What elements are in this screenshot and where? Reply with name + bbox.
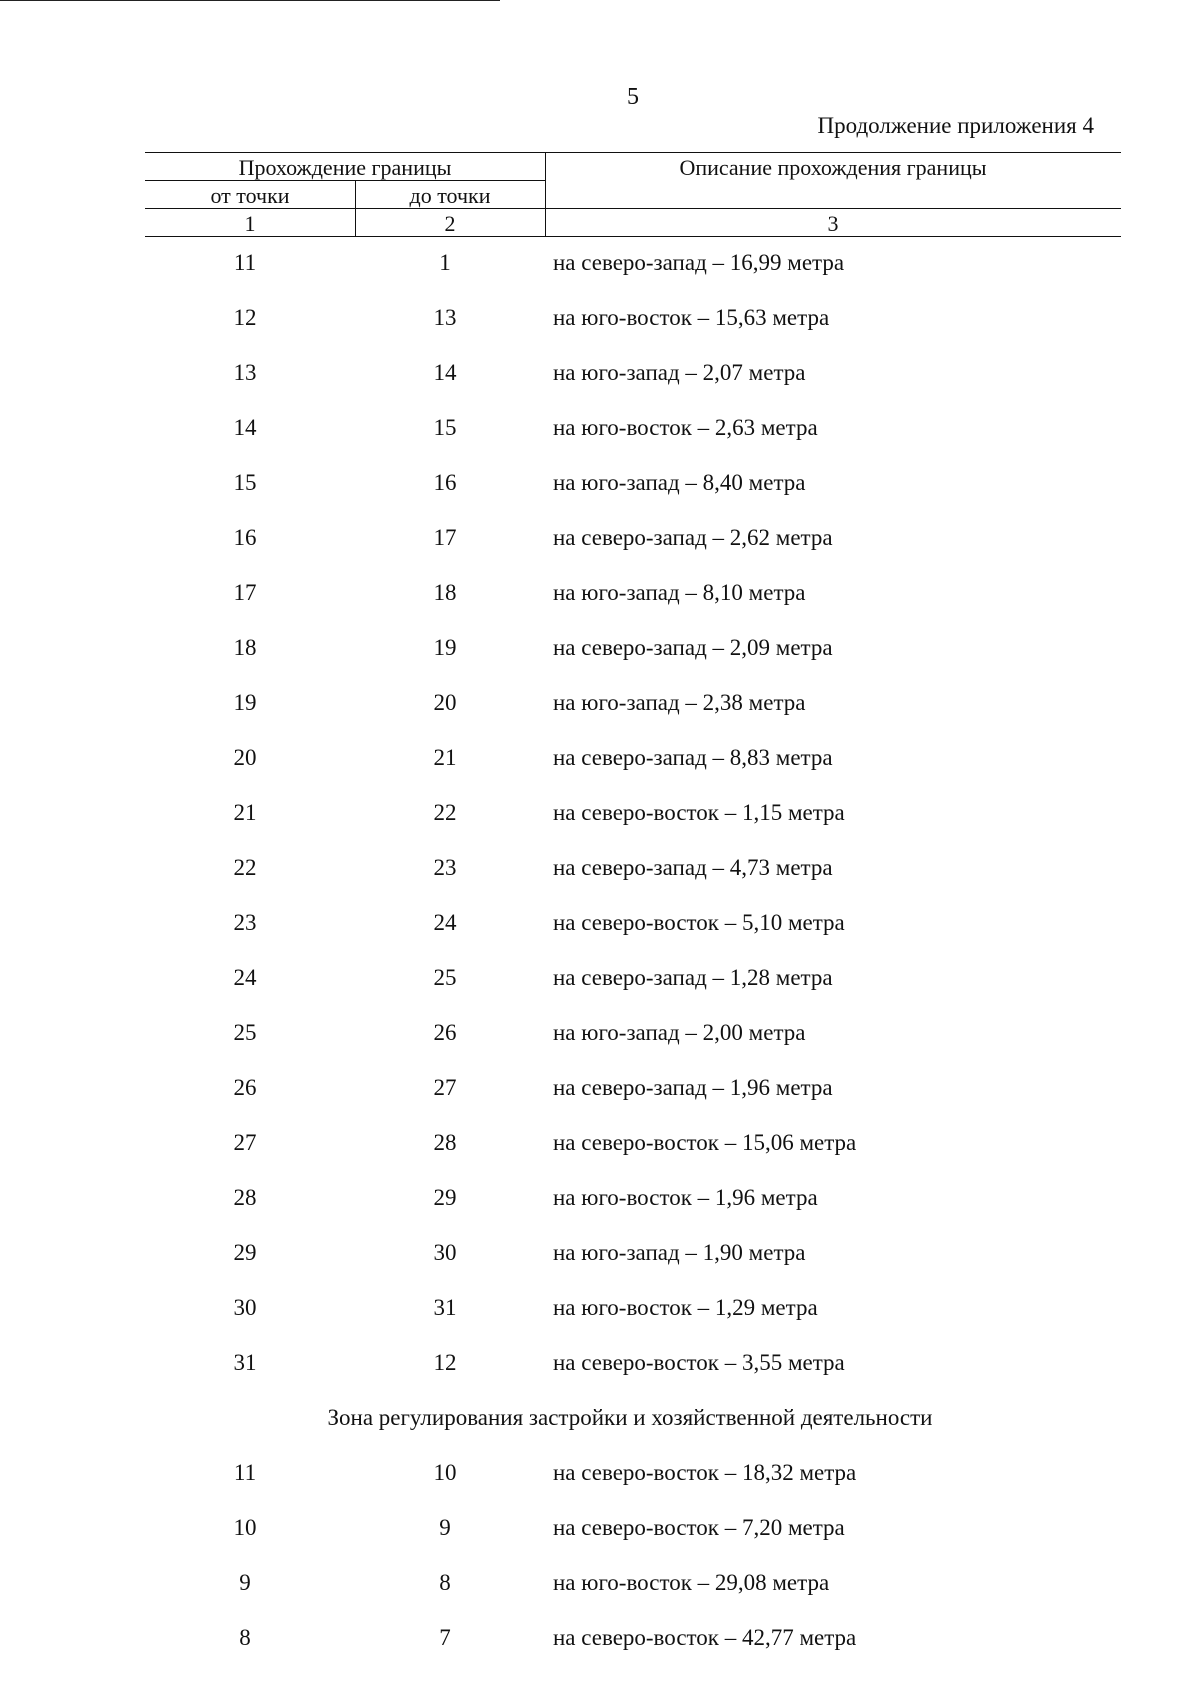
boundary-description: на юго-восток – 1,29 метра <box>553 1295 818 1320</box>
column-number-rule <box>145 236 1121 237</box>
from-point: 24 <box>233 965 257 990</box>
boundary-description: на северо-восток – 5,10 метра <box>553 910 845 935</box>
boundary-description: на юго-запад – 1,90 метра <box>553 1240 806 1265</box>
boundary-description: на северо-запад – 2,62 метра <box>553 525 833 550</box>
table-row <box>0 910 1200 946</box>
from-point: 14 <box>233 415 257 440</box>
from-point: 11 <box>233 1460 257 1485</box>
to-point: 7 <box>439 1625 451 1650</box>
column-number-1: 1 <box>244 211 256 236</box>
from-point: 10 <box>233 1515 257 1540</box>
from-point: 23 <box>233 910 257 935</box>
boundary-description: на юго-восток – 1,96 метра <box>553 1185 818 1210</box>
boundary-description: на северо-восток – 42,77 метра <box>553 1625 857 1650</box>
boundary-description: на северо-запад – 2,09 метра <box>553 635 833 660</box>
boundary-description: на юго-восток – 15,63 метра <box>553 305 830 330</box>
to-point: 20 <box>433 690 457 715</box>
from-point: 28 <box>233 1185 257 1210</box>
to-point: 25 <box>433 965 457 990</box>
column-number-3: 3 <box>827 211 839 236</box>
header-from-point: от точки <box>210 183 290 208</box>
table-row <box>0 250 1200 286</box>
to-point: 26 <box>433 1020 457 1045</box>
from-point: 9 <box>239 1570 251 1595</box>
table-row <box>0 855 1200 891</box>
to-point: 16 <box>433 470 457 495</box>
table-row <box>0 1130 1200 1166</box>
page-number: 5 <box>627 84 639 110</box>
zone-row <box>0 1515 1200 1551</box>
from-point: 29 <box>233 1240 257 1265</box>
boundary-description: на северо-запад – 4,73 метра <box>553 855 833 880</box>
from-point: 15 <box>233 470 257 495</box>
to-point: 18 <box>433 580 457 605</box>
header-group: Прохождение границы <box>238 155 452 180</box>
from-point: 16 <box>233 525 257 550</box>
from-point: 25 <box>233 1020 257 1045</box>
from-point: 20 <box>233 745 257 770</box>
boundary-description: на юго-запад – 2,00 метра <box>553 1020 806 1045</box>
from-point: 31 <box>233 1350 257 1375</box>
from-point: 13 <box>233 360 257 385</box>
from-point: 18 <box>233 635 257 660</box>
zone-row <box>0 1570 1200 1606</box>
to-point: 21 <box>433 745 457 770</box>
to-point: 12 <box>433 1350 457 1375</box>
from-point: 30 <box>233 1295 257 1320</box>
to-point: 31 <box>433 1295 457 1320</box>
to-point: 10 <box>433 1460 457 1485</box>
to-point: 1 <box>439 250 451 275</box>
boundary-description: на юго-восток – 2,63 метра <box>553 415 818 440</box>
from-point: 19 <box>233 690 257 715</box>
to-point: 28 <box>433 1130 457 1155</box>
header-to-point: до точки <box>409 183 491 208</box>
to-point: 23 <box>433 855 457 880</box>
boundary-description: на северо-запад – 1,28 метра <box>553 965 833 990</box>
boundary-description: на северо-восток – 18,32 метра <box>553 1460 857 1485</box>
zone-row <box>0 1460 1200 1496</box>
zone-row <box>0 1625 1200 1661</box>
table-row <box>0 580 1200 616</box>
column-number-2: 2 <box>444 211 456 236</box>
from-point: 11 <box>233 250 257 275</box>
table-row <box>0 965 1200 1001</box>
table-top-rule <box>145 152 1121 153</box>
boundary-description: на северо-восток – 1,15 метра <box>553 800 845 825</box>
table-row <box>0 470 1200 506</box>
from-point: 27 <box>233 1130 257 1155</box>
table-row <box>0 415 1200 451</box>
table-row <box>0 1185 1200 1221</box>
header-group-rule <box>145 180 545 181</box>
to-point: 19 <box>433 635 457 660</box>
to-point: 15 <box>433 415 457 440</box>
to-point: 30 <box>433 1240 457 1265</box>
to-point: 17 <box>433 525 457 550</box>
table-row <box>0 360 1200 396</box>
boundary-description: на юго-запад – 8,40 метра <box>553 470 806 495</box>
boundary-description: на северо-восток – 3,55 метра <box>553 1350 845 1375</box>
boundary-description: на северо-запад – 1,96 метра <box>553 1075 833 1100</box>
to-point: 24 <box>433 910 457 935</box>
to-point: 29 <box>433 1185 457 1210</box>
table-row <box>0 800 1200 836</box>
scan-edge-line <box>0 0 500 1</box>
from-point: 8 <box>239 1625 251 1650</box>
table-row <box>0 635 1200 671</box>
boundary-description: на северо-восток – 15,06 метра <box>553 1130 857 1155</box>
table-row <box>0 1240 1200 1276</box>
table-row <box>0 305 1200 341</box>
header-bottom-rule <box>145 208 1121 209</box>
boundary-description: на юго-запад – 8,10 метра <box>553 580 806 605</box>
to-point: 13 <box>433 305 457 330</box>
to-point: 9 <box>439 1515 451 1540</box>
to-point: 22 <box>433 800 457 825</box>
boundary-description: на северо-запад – 8,83 метра <box>553 745 833 770</box>
boundary-description: на северо-запад – 16,99 метра <box>553 250 845 275</box>
table-row <box>0 1350 1200 1386</box>
from-point: 26 <box>233 1075 257 1100</box>
to-point: 14 <box>433 360 457 385</box>
from-point: 21 <box>233 800 257 825</box>
table-row <box>0 525 1200 561</box>
to-point: 8 <box>439 1570 451 1595</box>
from-point: 12 <box>233 305 257 330</box>
table-row <box>0 690 1200 726</box>
boundary-description: на юго-восток – 29,08 метра <box>553 1570 830 1595</box>
table-row <box>0 1020 1200 1056</box>
continuation-label: Продолжение приложения 4 <box>817 113 1094 138</box>
to-point: 27 <box>433 1075 457 1100</box>
boundary-description: на юго-запад – 2,07 метра <box>553 360 806 385</box>
zone-title: Зона регулирования застройки и хозяйственной деятельности <box>327 1405 933 1430</box>
table-row <box>0 1295 1200 1331</box>
from-point: 17 <box>233 580 257 605</box>
boundary-description: на юго-запад – 2,38 метра <box>553 690 806 715</box>
table-row <box>0 745 1200 781</box>
from-point: 22 <box>233 855 257 880</box>
table-row <box>0 1075 1200 1111</box>
boundary-description: на северо-восток – 7,20 метра <box>553 1515 845 1540</box>
header-description: Описание прохождения границы <box>679 155 987 180</box>
